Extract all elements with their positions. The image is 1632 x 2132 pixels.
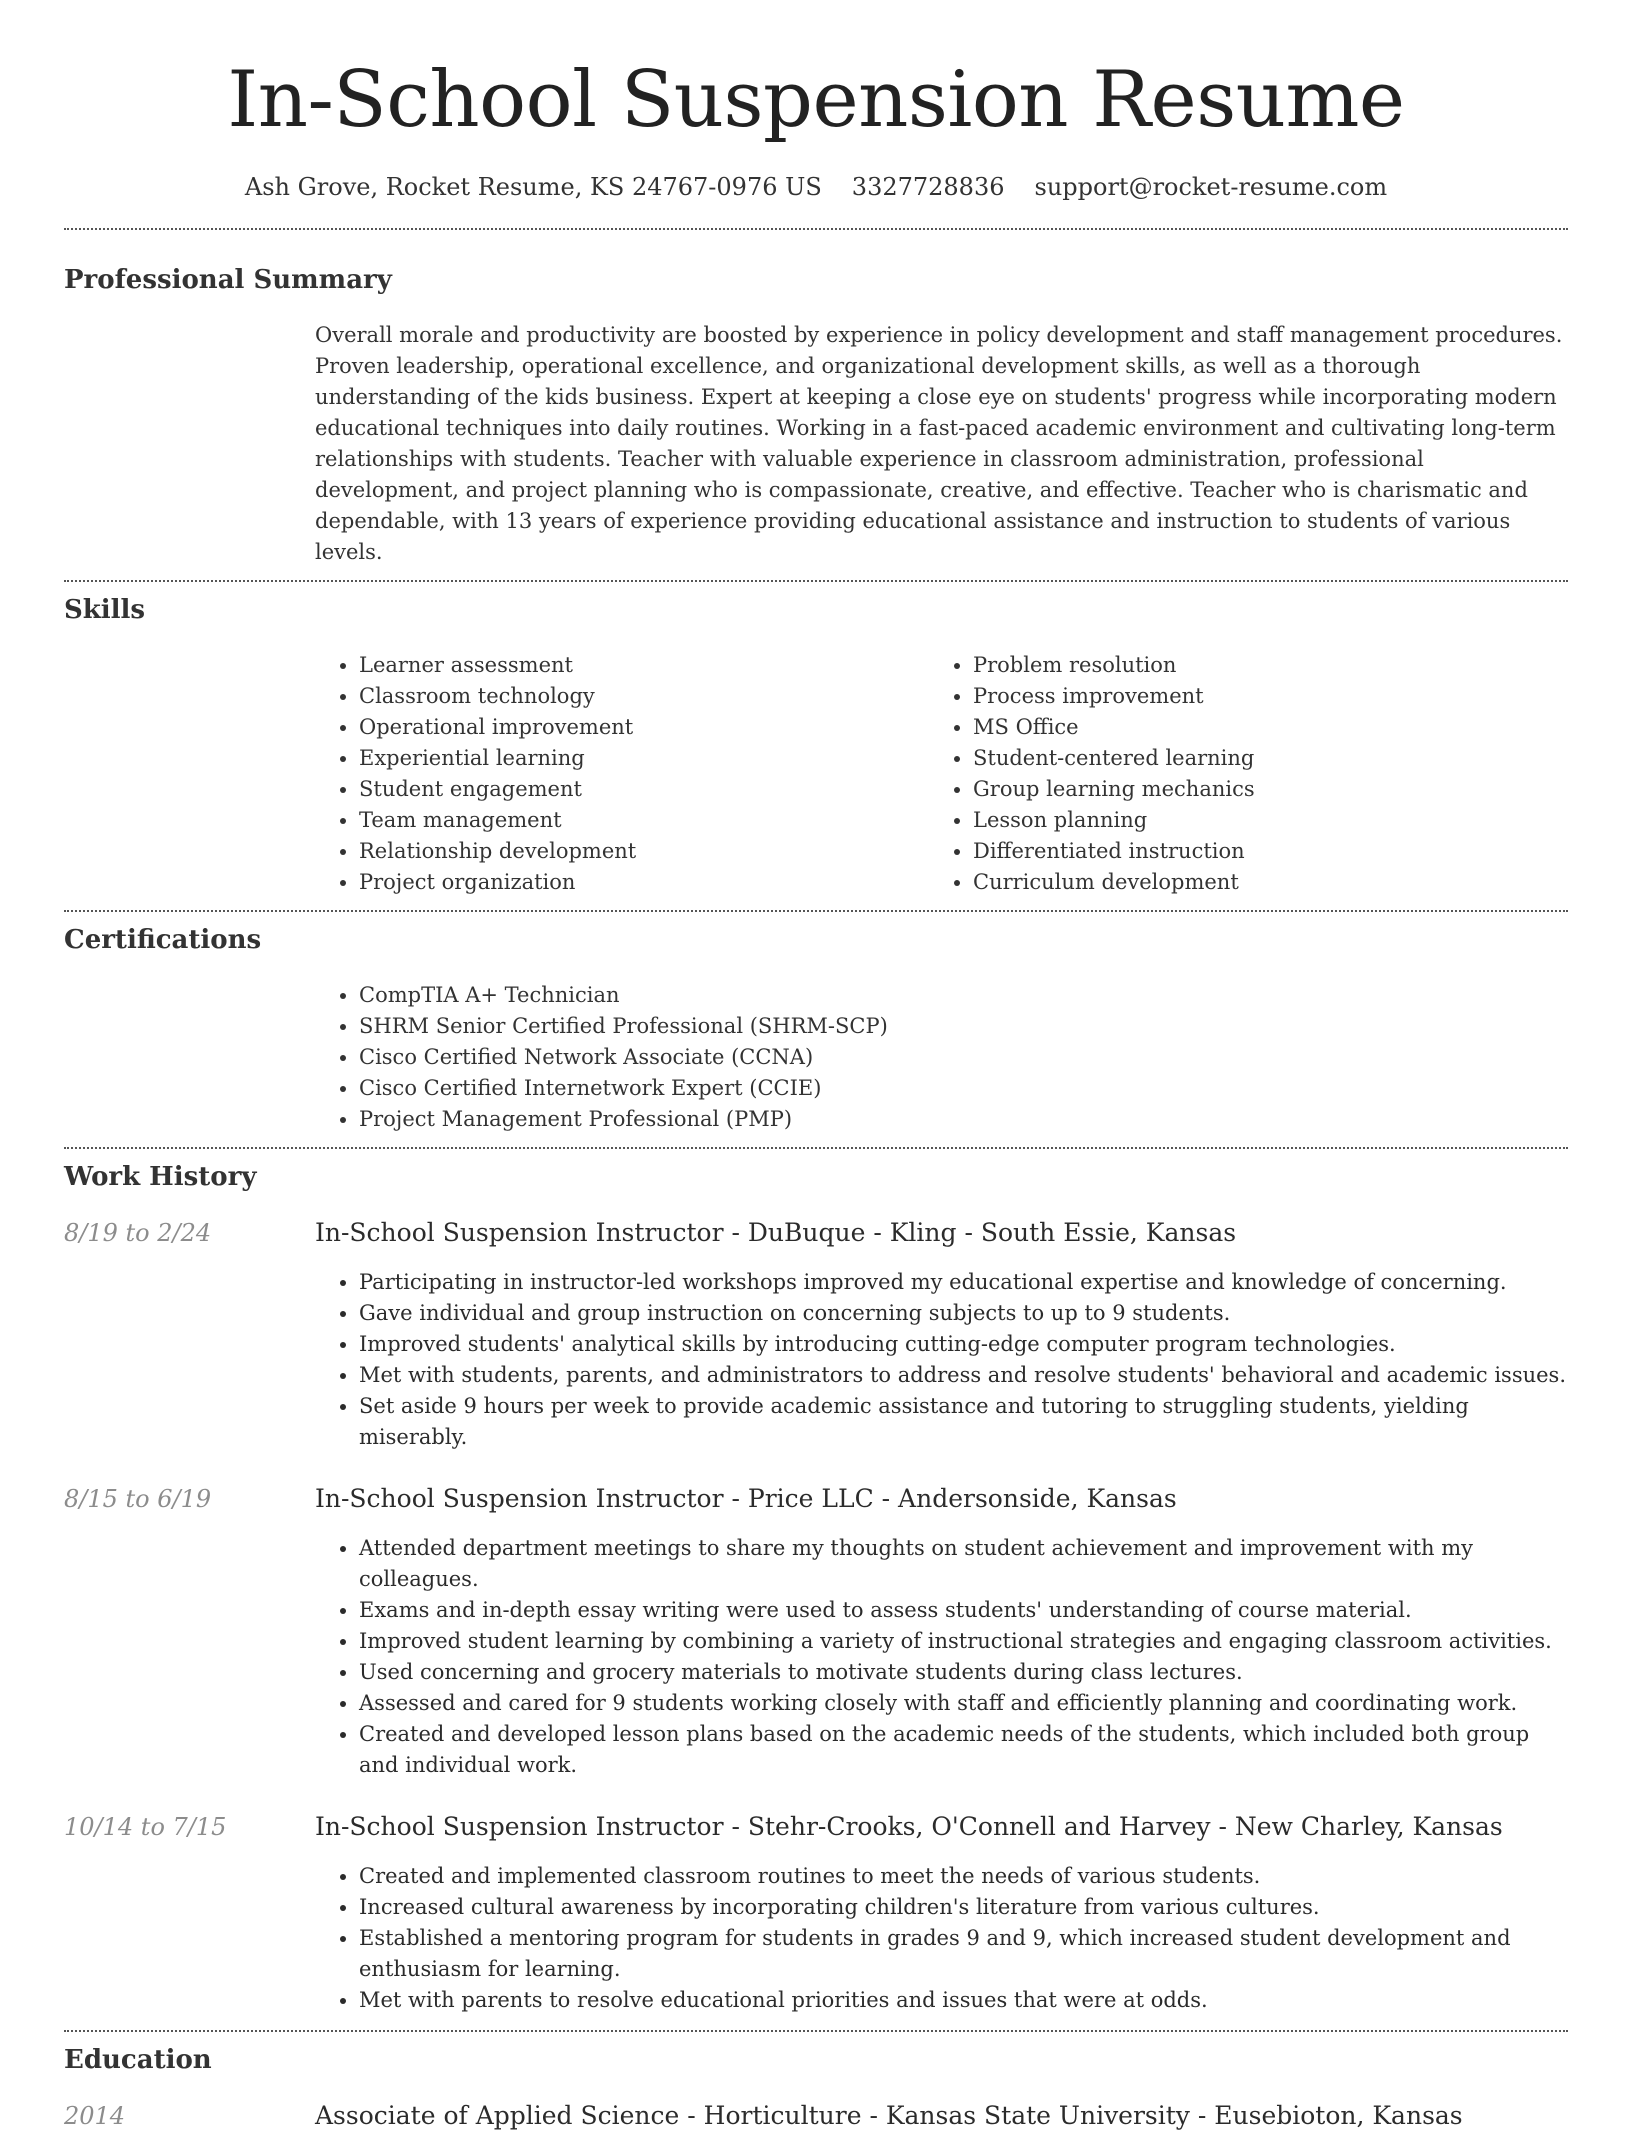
skills-list-right bbox=[929, 650, 1533, 898]
summary-heading: Professional Summary bbox=[64, 265, 392, 295]
job-entry bbox=[64, 1483, 1568, 1781]
job-bullet: • Created and implemented classroom routines to meet the needs of various students. bbox=[359, 1861, 1568, 1892]
job-bullet: • Gave individual and group instruction on concerning subjects to up to 9 students. bbox=[359, 1298, 1568, 1329]
job-bullet: • Assessed and cared for 9 students working closely with staff and efficiently planning and coordinating work. bbox=[359, 1688, 1568, 1719]
job-bullet: • Met with parents to resolve educational priorities and issues that were at odds. bbox=[359, 1985, 1568, 2016]
job-bullet: • Participating in instructor-led workshops improved my educational expertise and knowledge of concerning. bbox=[359, 1267, 1568, 1298]
skills-list-left bbox=[315, 650, 929, 898]
job-bullet: • Improved student learning by combining a variety of instructional strategies and engaging classroom activities. bbox=[359, 1626, 1568, 1657]
education-heading: Education bbox=[64, 2045, 212, 2075]
skill-item: • MS Office bbox=[973, 712, 1533, 743]
job-bullet: • Established a mentoring program for students in grades 9 and 9, which increased student development and enthusiasm for learning. bbox=[359, 1923, 1568, 1985]
certifications-divider bbox=[64, 1147, 1568, 1149]
summary-section bbox=[64, 264, 1568, 568]
contact-address: Ash Grove, Rocket Resume, KS 24767-0976 US bbox=[244, 173, 822, 201]
contact-email: support@rocket-resume.com bbox=[1034, 173, 1388, 201]
job-bullet: • Set aside 9 hours per week to provide academic assistance and tutoring to struggling students, yielding miserably. bbox=[359, 1391, 1568, 1453]
contact-phone: 3327728836 bbox=[851, 173, 1005, 201]
skill-item: • Relationship development bbox=[359, 836, 929, 867]
job-bullet: • Increased cultural awareness by incorporating children's literature from various cultures. bbox=[359, 1892, 1568, 1923]
job-entry bbox=[64, 1811, 1568, 2016]
certification-item: • CompTIA A+ Technician bbox=[359, 980, 1568, 1011]
job-bullet: • Used concerning and grocery materials to motivate students during class lectures. bbox=[359, 1657, 1568, 1688]
education-entry bbox=[64, 2100, 1568, 2132]
education-year: 2014 bbox=[64, 2102, 126, 2130]
skill-item: • Team management bbox=[359, 805, 929, 836]
resume-title: In-School Suspension Resume bbox=[227, 55, 1405, 145]
summary-text: Overall morale and productivity are boosted by experience in policy development and staff management procedures. Proven leadership, operational excellence, and organizational development skills, as well as a thorough understanding of the kids business. Expert at keeping a close eye on students' progress while incorporating modern educational techniques into daily routines. Working in a fast-paced academic environment and cultivating long-term relationships with students. Teacher with valuable experience in classroom administration, professional development, and project planning who is compassionate, creative, and effective. Teacher who is charismatic and dependable, with 13 years of experience providing educational assistance and instruction to students of various levels. bbox=[315, 323, 1563, 564]
skill-item: • Learner assessment bbox=[359, 650, 929, 681]
contact-line bbox=[64, 172, 1568, 202]
job-bullets bbox=[315, 1861, 1568, 2016]
job-bullet: • Created and developed lesson plans based on the academic needs of the students, which included both group and individual work. bbox=[359, 1719, 1568, 1781]
job-bullets bbox=[315, 1533, 1568, 1781]
skills-divider bbox=[64, 910, 1568, 912]
skill-item: • Project organization bbox=[359, 867, 929, 898]
skill-item: • Classroom technology bbox=[359, 681, 929, 712]
job-bullet: • Exams and in-depth essay writing were used to assess students' understanding of course material. bbox=[359, 1595, 1568, 1626]
certifications-heading: Certifications bbox=[64, 925, 262, 955]
skill-item: • Differentiated instruction bbox=[973, 836, 1533, 867]
skill-item: • Experiential learning bbox=[359, 743, 929, 774]
skills-section bbox=[64, 594, 1568, 898]
certification-item: • Cisco Certified Network Associate (CCNA) bbox=[359, 1042, 1568, 1073]
job-heading: In-School Suspension Instructor - Price LLC - Andersonside, Kansas bbox=[315, 1484, 1177, 1513]
job-heading: In-School Suspension Instructor - DuBuque - Kling - South Essie, Kansas bbox=[315, 1218, 1237, 1247]
certifications-section bbox=[64, 924, 1568, 1135]
skills-heading: Skills bbox=[64, 595, 146, 625]
resume-page bbox=[64, 0, 1568, 2132]
education-section bbox=[64, 2044, 1568, 2132]
work-history-heading: Work History bbox=[64, 1162, 257, 1192]
certification-item: • Cisco Certified Internetwork Expert (CCIE) bbox=[359, 1073, 1568, 1104]
certifications-list bbox=[315, 980, 1568, 1135]
job-entry bbox=[64, 1217, 1568, 1453]
header-divider bbox=[64, 228, 1568, 230]
job-bullets bbox=[315, 1267, 1568, 1453]
work-history-section bbox=[64, 1161, 1568, 2016]
skill-item: • Curriculum development bbox=[973, 867, 1533, 898]
certification-item: • Project Management Professional (PMP) bbox=[359, 1104, 1568, 1135]
summary-divider bbox=[64, 580, 1568, 582]
job-dates: 8/15 to 6/19 bbox=[64, 1485, 212, 1513]
job-bullet: • Improved students' analytical skills by introducing cutting-edge computer program technologies. bbox=[359, 1329, 1568, 1360]
job-dates: 10/14 to 7/15 bbox=[64, 1813, 227, 1841]
work-divider bbox=[64, 2030, 1568, 2032]
job-dates: 8/19 to 2/24 bbox=[64, 1219, 212, 1247]
certification-item: • SHRM Senior Certified Professional (SHRM-SCP) bbox=[359, 1011, 1568, 1042]
job-bullet: • Attended department meetings to share my thoughts on student achievement and improvement with my colleagues. bbox=[359, 1533, 1568, 1595]
job-bullet: • Met with students, parents, and administrators to address and resolve students' behavioral and academic issues. bbox=[359, 1360, 1568, 1391]
skills-grid bbox=[315, 650, 1568, 898]
skill-item: • Operational improvement bbox=[359, 712, 929, 743]
job-heading: In-School Suspension Instructor - Stehr-Crooks, O'Connell and Harvey - New Charley, Kansas bbox=[315, 1812, 1503, 1841]
skill-item: • Student-centered learning bbox=[973, 743, 1533, 774]
skill-item: • Group learning mechanics bbox=[973, 774, 1533, 805]
skill-item: • Process improvement bbox=[973, 681, 1533, 712]
skill-item: • Student engagement bbox=[359, 774, 929, 805]
education-heading-text: Associate of Applied Science - Horticulture - Kansas State University - Eusebioton, Kansas bbox=[315, 2101, 1463, 2130]
skill-item: • Problem resolution bbox=[973, 650, 1533, 681]
skill-item: • Lesson planning bbox=[973, 805, 1533, 836]
